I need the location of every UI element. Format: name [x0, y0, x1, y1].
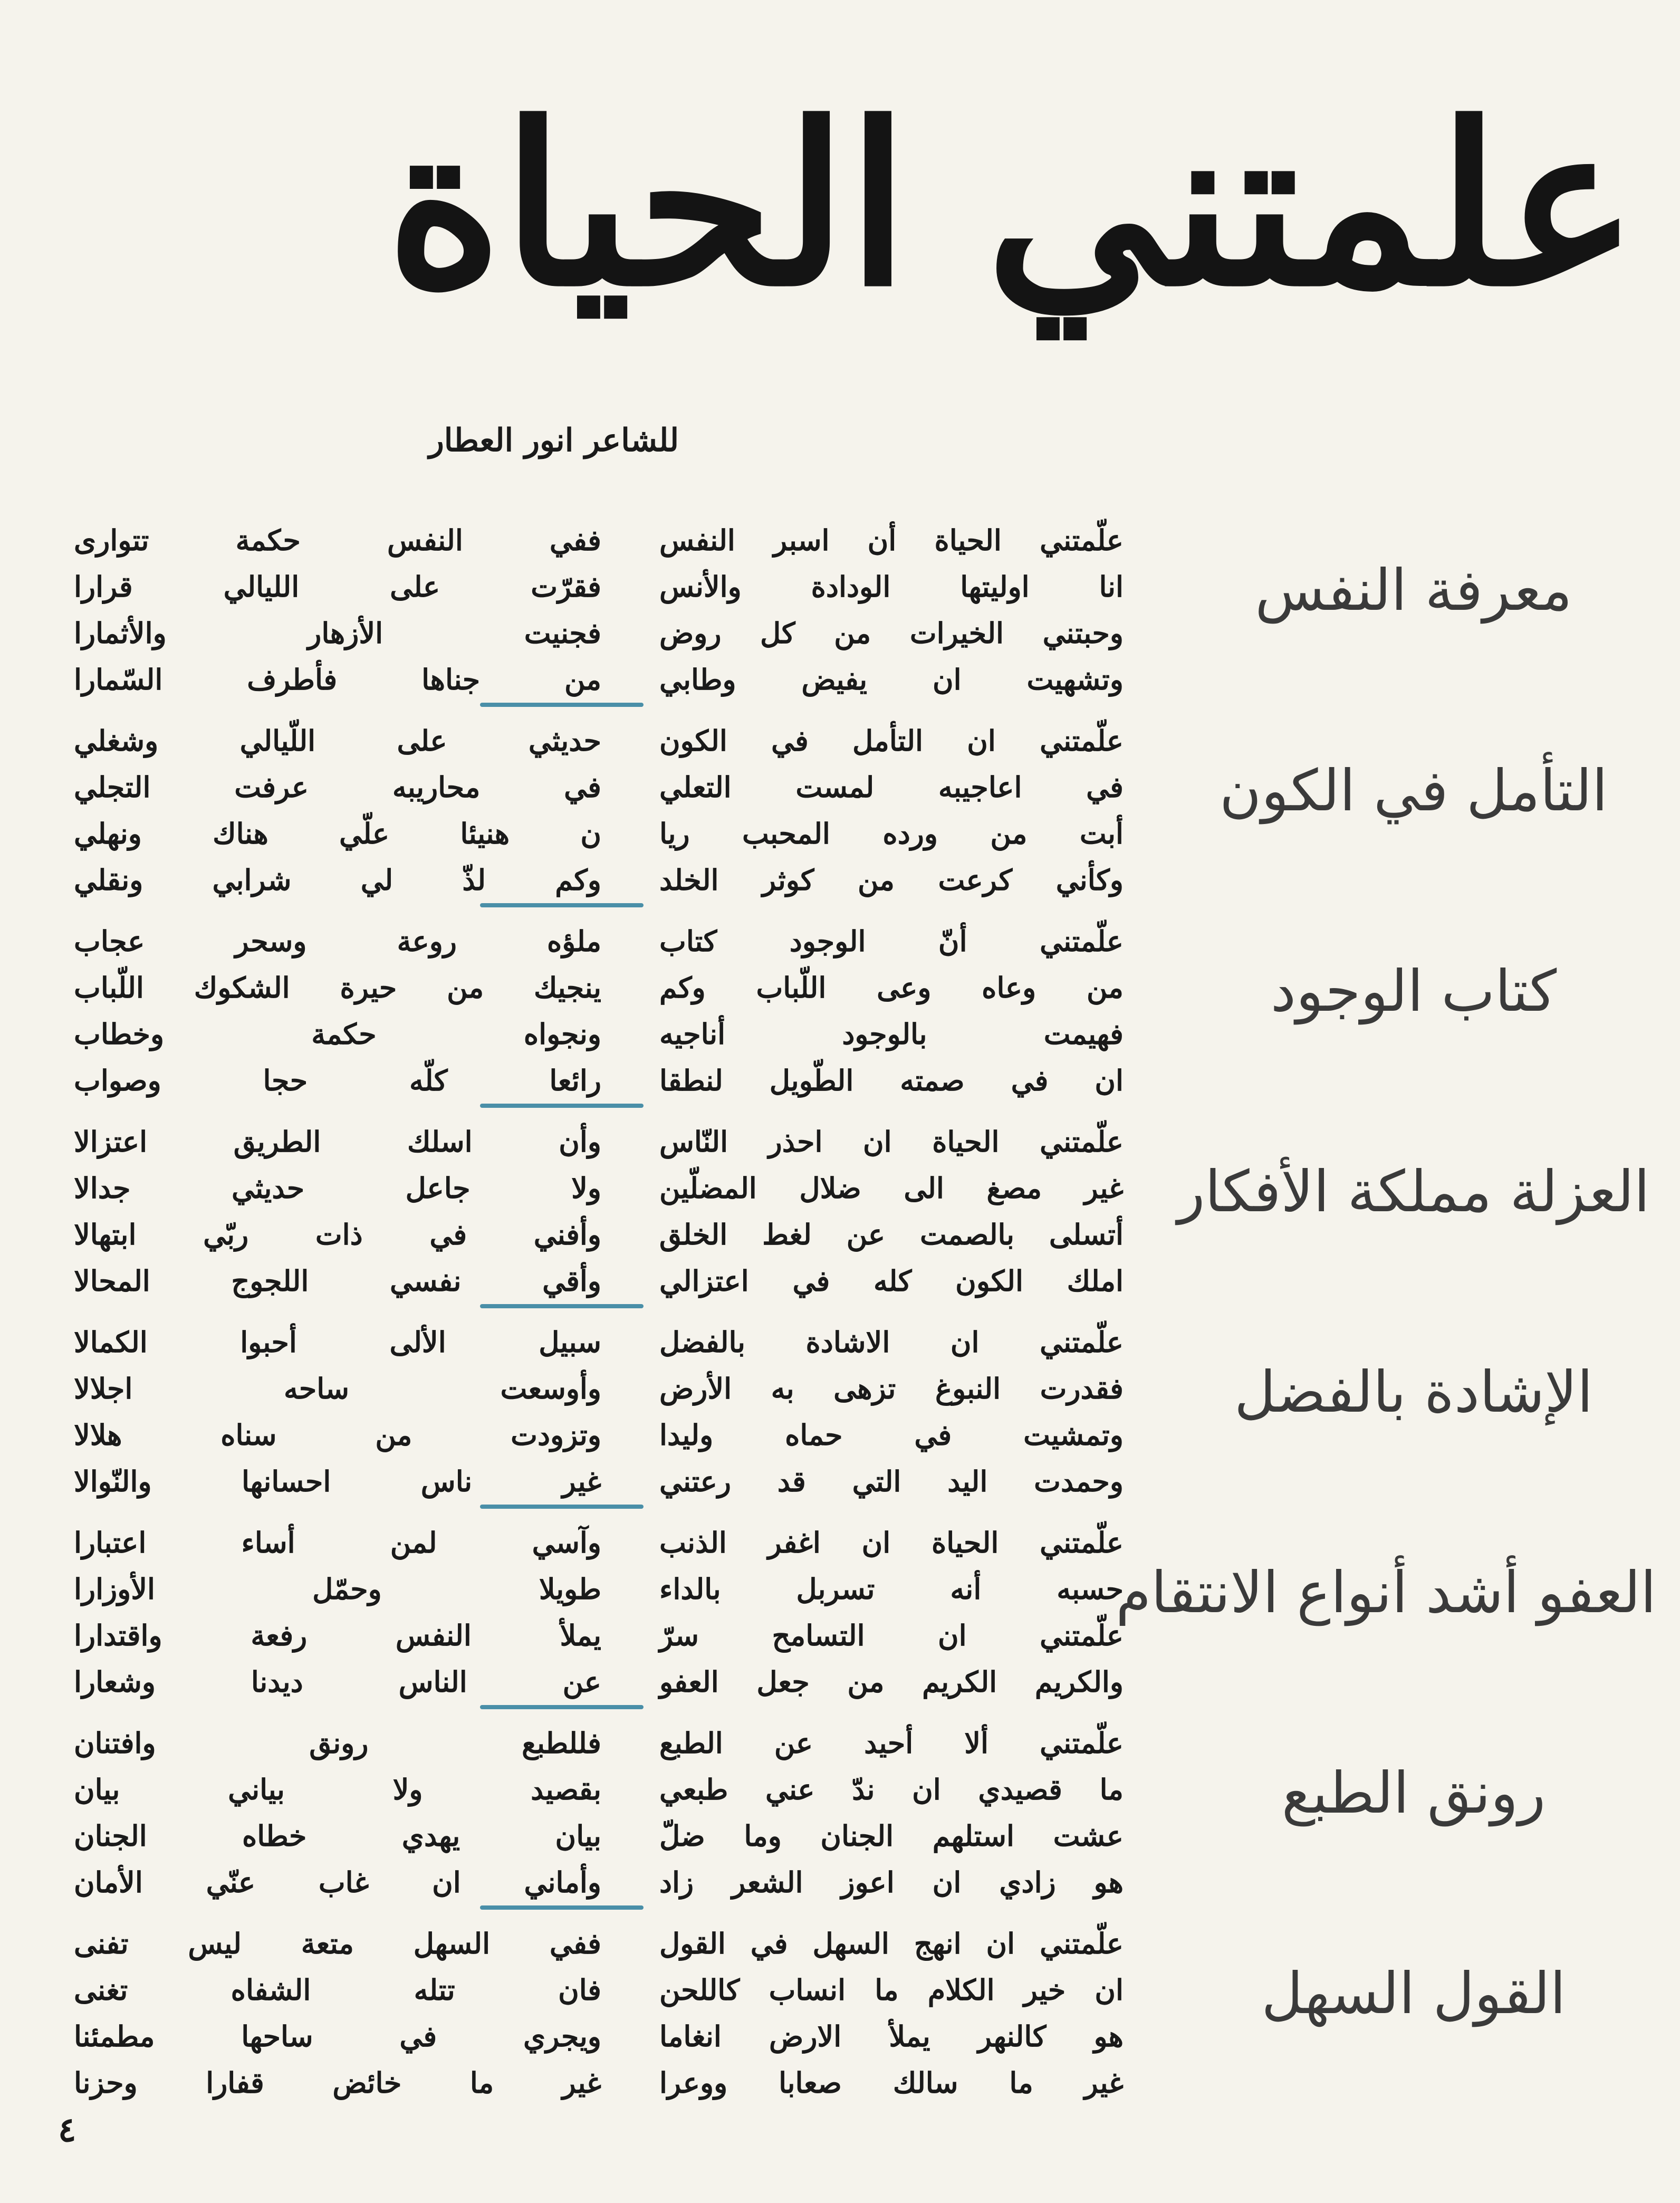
verse-first-hemistich-column: [659, 918, 1124, 1104]
verse-second-hemistich-column: [74, 1519, 601, 1705]
verse-line: غير ما خائض قفارا وحزنا: [74, 2066, 601, 2100]
verse-first-hemistich-column: [659, 1319, 1124, 1505]
verse-line: حسبه أنه تسربل بالداء: [659, 1572, 1124, 1606]
verse-line: علّمتني الحياة ان اغفر الذنب: [659, 1526, 1124, 1559]
verse-line: علّمتني ان انهج السهل في القول: [659, 1927, 1124, 1960]
section-theme-heading: الإشادة بالفضل: [1234, 1359, 1593, 1425]
section-divider: [480, 1705, 644, 1709]
verse-second-hemistich-column: [74, 517, 601, 703]
verse-line: يملأ النفس رفعة واقتدارا: [74, 1618, 601, 1652]
verse-second-hemistich-column: [74, 717, 601, 903]
section-theme-heading: التأمل في الكون: [1219, 758, 1608, 824]
verse-line: والكريم الكريم من جعل العفو: [659, 1665, 1124, 1699]
section-divider: [480, 1905, 644, 1910]
verse-line: املك الكون كله في اعتزالي: [659, 1264, 1124, 1298]
verse-line: ونجواه حكمة وخطاب: [74, 1017, 601, 1051]
verse-line: وأوسعت ساحه اجلالا: [74, 1372, 601, 1405]
verse-first-hemistich-column: [659, 1519, 1124, 1705]
verse-line: ملؤه روعة وسحر عجاب: [74, 924, 601, 958]
section-divider: [480, 1104, 644, 1108]
poem-section: [63, 1319, 1625, 1498]
verse-line: طويلا وحمّل الأوزارا: [74, 1572, 601, 1606]
verse-line: ان خير الكلام ما انساب كاللحن: [659, 1973, 1124, 2007]
poem-section: [63, 717, 1625, 897]
verse-line: من وعاه وعى اللّباب وكم: [659, 971, 1124, 1004]
verse-line: وتشهيت ان يفيض وطابي: [659, 663, 1124, 696]
verse-line: وحبتني الخيرات من كل روض: [659, 616, 1124, 650]
verse-line: وأقي نفسي اللجوج المحالا: [74, 1264, 601, 1298]
verse-line: وآسي لمن أساء اعتبارا: [74, 1526, 601, 1559]
verse-line: علّمتني ألا أحيد عن الطبع: [659, 1726, 1124, 1760]
verse-line: غير مصغ الى ضلال المضلّين: [659, 1171, 1124, 1205]
section-divider: [480, 703, 644, 707]
verse-line: فقرّت على الليالي قرارا: [74, 570, 601, 604]
verse-line: انا اوليتها الودادة والأنس: [659, 570, 1124, 604]
verse-line: رائعا كلّه حجا وصواب: [74, 1064, 601, 1097]
poem-section: [63, 1118, 1650, 1298]
verse-line: بيان يهدي خطاه الجنان: [74, 1819, 601, 1853]
verse-line: ويجري في ساحها مطمئنا: [74, 2019, 601, 2053]
verse-line: غير ناس احسانها والنّوالا: [74, 1464, 601, 1498]
poem-title: علمتني الحياة: [386, 75, 1638, 336]
verse-line: فان تتله الشفاه تغنى: [74, 1973, 601, 2007]
verse-first-hemistich-column: [659, 1920, 1124, 2106]
poem-section: [63, 1519, 1656, 1699]
poem-section: [63, 1720, 1625, 1899]
section-theme-heading: رونق الطبع: [1281, 1760, 1546, 1826]
section-divider: [480, 1505, 644, 1509]
verse-line: غير ما سالك صعابا ووعرا: [659, 2066, 1124, 2100]
section-divider: [480, 1304, 644, 1308]
verse-line: وكأني كرعت من كوثر الخلد: [659, 863, 1124, 897]
verse-line: هو زادي ان اعوز الشعر زاد: [659, 1865, 1124, 1899]
verse-line: وتمشيت في حماه وليدا: [659, 1418, 1124, 1452]
poet-byline: للشاعر انور العطار: [428, 422, 679, 459]
verse-line: وأفني في ذات ربّي ابتهالا: [74, 1218, 601, 1251]
verse-second-hemistich-column: [74, 1920, 601, 2106]
verse-line: وحمدت اليد التي قد رعتني: [659, 1464, 1124, 1498]
verse-line: ففي السهل متعة ليس تفنى: [74, 1927, 601, 1960]
verse-line: علّمتني ان الاشادة بالفضل: [659, 1325, 1124, 1359]
poem-section: [63, 517, 1625, 696]
verse-second-hemistich-column: [74, 918, 601, 1104]
verse-line: فللطبع رونق وافتنان: [74, 1726, 601, 1760]
verse-line: علّمتني أنّ الوجود كتاب: [659, 924, 1124, 958]
verse-line: ن هنيئا علّي هناك ونهلي: [74, 817, 601, 850]
verse-line: علّمتني الحياة أن اسبر النفس: [659, 523, 1124, 557]
verse-line: فقدرت النبوغ تزهى به الأرض: [659, 1372, 1124, 1405]
verse-line: ان في صمته الطّويل لنطقا: [659, 1064, 1124, 1097]
verse-line: علّمتني ان التأمل في الكون: [659, 724, 1124, 758]
verse-line: وتزودت من سناه هلالا: [74, 1418, 601, 1452]
verse-second-hemistich-column: [74, 1118, 601, 1304]
section-theme-heading: القول السهل: [1261, 1961, 1566, 2027]
section-divider: [480, 903, 644, 907]
verse-line: هو كالنهر يملأ الارض انغاما: [659, 2019, 1124, 2053]
section-theme-heading: العزلة مملكة الأفكار: [1177, 1159, 1650, 1225]
verse-line: عن الناس ديدنا وشعارا: [74, 1665, 601, 1699]
verse-line: ففي النفس حكمة تتوارى: [74, 523, 601, 557]
verse-line: أبت من ورده المحبب ريا: [659, 817, 1124, 850]
verse-line: فهيمت بالوجود أناجيه: [659, 1017, 1124, 1051]
poem-section: [63, 918, 1625, 1097]
verse-line: من جناها فأطرف السّمارا: [74, 663, 601, 696]
verse-line: وكم لذّ لي شرابي ونقلي: [74, 863, 601, 897]
verse-line: علّمتني الحياة ان احذر النّاس: [659, 1125, 1124, 1158]
verse-line: علّمتني ان التسامح سرّ: [659, 1618, 1124, 1652]
verse-line: في محاريبه عرفت التجلي: [74, 770, 601, 804]
verse-line: ما قصيدي ان ندّ عني طبعي: [659, 1773, 1124, 1806]
verse-line: وأن اسلك الطريق اعتزالا: [74, 1125, 601, 1158]
verse-line: ينجيك من حيرة الشكوك اللّباب: [74, 971, 601, 1004]
verse-first-hemistich-column: [659, 717, 1124, 903]
verse-line: سبيل الألى أحبوا الكمالا: [74, 1325, 601, 1359]
verse-first-hemistich-column: [659, 517, 1124, 703]
verse-line: وأماني ان غاب عنّي الأمان: [74, 1865, 601, 1899]
section-theme-heading: العفو أشد أنواع الانتقام: [1116, 1560, 1656, 1626]
poem-section: [63, 1920, 1625, 2100]
verse-first-hemistich-column: [659, 1118, 1124, 1304]
verse-line: أتسلى بالصمت عن لغط الخلق: [659, 1218, 1124, 1251]
verse-line: في اعاجيبه لمست التعلي: [659, 770, 1124, 804]
section-theme-heading: معرفة النفس: [1255, 558, 1572, 624]
verse-line: حديثي على اللّيالي وشغلي: [74, 724, 601, 758]
verse-second-hemistich-column: [74, 1720, 601, 1905]
section-theme-heading: كتاب الوجود: [1270, 959, 1557, 1024]
verse-line: بقصيد ولا بياني بيان: [74, 1773, 601, 1806]
verse-second-hemistich-column: [74, 1319, 601, 1505]
verse-first-hemistich-column: [659, 1720, 1124, 1905]
verse-line: ولا جاعل حديثي جدالا: [74, 1171, 601, 1205]
verse-line: فجنيت الأزهار والأثمارا: [74, 616, 601, 650]
verse-line: عشت استلهم الجنان وما ضلّ: [659, 1819, 1124, 1853]
page-number: ٤: [58, 2110, 76, 2150]
